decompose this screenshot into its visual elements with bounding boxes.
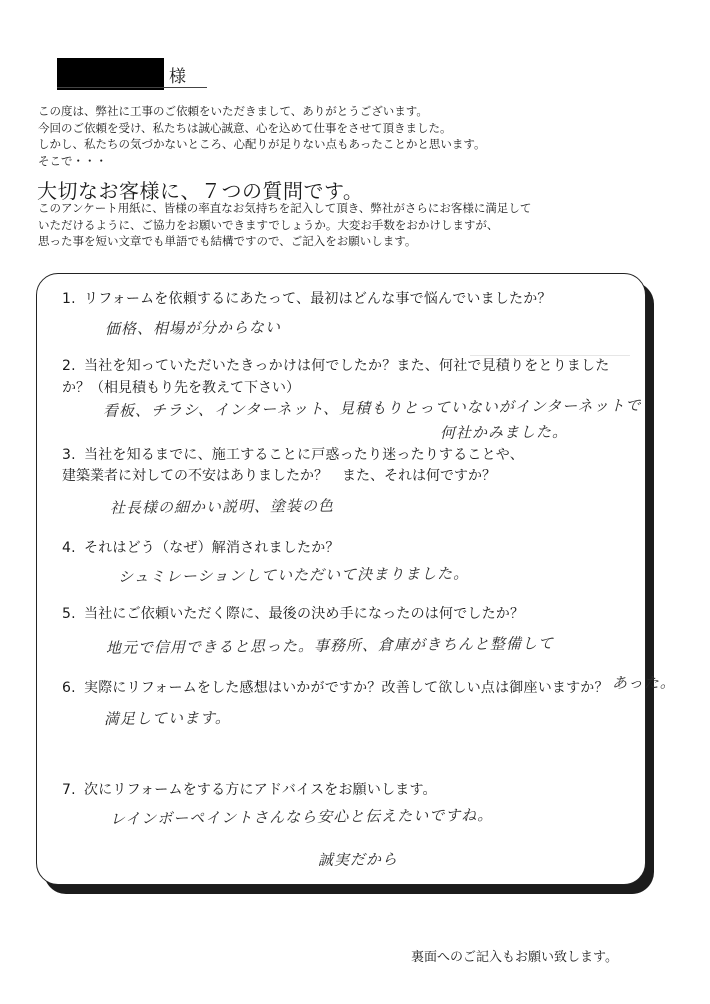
intro-line: 今回のご依頼を受け、私たちは誠心誠意、心を込めて仕事をさせて頂きました。: [38, 120, 452, 135]
answer-6: 満足しています。: [103, 708, 231, 728]
footer-note: 裏面へのご記入もお願い致します。: [411, 950, 618, 965]
description-line: いただけるように、ご協力をお願いできますでしょうか。大変お手数をおかけしますが、: [38, 217, 499, 232]
question-number: 7.: [62, 782, 76, 798]
question-3-continued: 建築業者に対しての不安はありましたか？ また、それは何ですか？: [62, 468, 496, 484]
question-number: 3.: [62, 447, 76, 463]
question-1: [62, 288, 552, 308]
intro-text: [38, 103, 485, 169]
description-line: このアンケート用紙に、皆様の率直なお気持ちを記入して頂き、弊社がさらにお客様に満足して: [38, 201, 532, 215]
question-4: [62, 537, 340, 557]
answer-3: 社長様の細かい説明、塗装の色: [109, 496, 335, 517]
question-text: 当社にご依頼いただく際に、最後の決め手になったのは何でしたか？: [84, 606, 525, 622]
answer-7-line-1: レインボーペイントさんなら安心と伝えたいですね。: [109, 805, 494, 828]
question-number: 1.: [62, 291, 76, 307]
answer-1: 価格、相場が分からない: [104, 318, 282, 338]
question-text: それはどう（なぜ）解消されましたか？: [84, 540, 340, 556]
description-line: 思った事を短い文章でも単語でも結構ですので、ご記入をお願いします。: [38, 234, 417, 248]
name-underline: [57, 87, 207, 88]
question-2-continued: か？（相見積もり先を教えて下さい）: [62, 380, 300, 396]
question-6: [62, 677, 609, 697]
answer-5-line-2: あった。: [611, 673, 676, 692]
question-text: 実際にリフォームをした感想はいかがですか？改善して欲しい点は御座いますか？: [84, 680, 609, 696]
intro-line: この度は、弊社に工事のご依頼をいただきまして、ありがとうございます。: [38, 104, 428, 118]
question-number: 6.: [62, 680, 76, 696]
question-2: [62, 355, 609, 375]
answer-4: シュミレーションしていただいて決まりました。: [117, 564, 470, 586]
question-number: 5.: [62, 606, 76, 622]
intro-line: そこで・・・: [38, 153, 107, 168]
answer-7-line-2: 誠実だから: [317, 850, 399, 869]
question-text: リフォームを依頼するにあたって、最初はどんな事で悩んでいましたか？: [84, 291, 552, 307]
intro-line: しかし、私たちの気づかないところ、心配りが足りない点もあったことかと思います。: [38, 137, 486, 151]
headline: 大切なお客様に、７つの質問です。: [37, 179, 364, 203]
redacted-customer-name: [57, 58, 164, 90]
question-number: 4.: [62, 540, 76, 556]
question-5: [62, 603, 524, 623]
question-text: 当社を知るまでに、施工することに戸惑ったり迷ったりすることや、: [84, 447, 524, 463]
salutation-suffix: 様: [169, 67, 186, 87]
answer-5-line-1: 地元で信用できると思った。事務所、倉庫がきちんと整備して: [105, 634, 555, 657]
description-text: [38, 200, 531, 250]
question-3: [62, 444, 524, 464]
question-text: 次にリフォームをする方にアドバイスをお願いします。: [84, 782, 437, 798]
question-number: 2.: [62, 358, 76, 374]
question-7: [62, 779, 437, 799]
question-text: 当社を知っていただいたきっかけは何でしたか？また、何社で見積りをとりました: [84, 358, 610, 374]
answer-2-line-1: 看板、チラシ、インターネット、見積もりとっていないがインターネットで: [102, 396, 642, 420]
answer-2-line-2: 何社かみました。: [439, 422, 569, 442]
